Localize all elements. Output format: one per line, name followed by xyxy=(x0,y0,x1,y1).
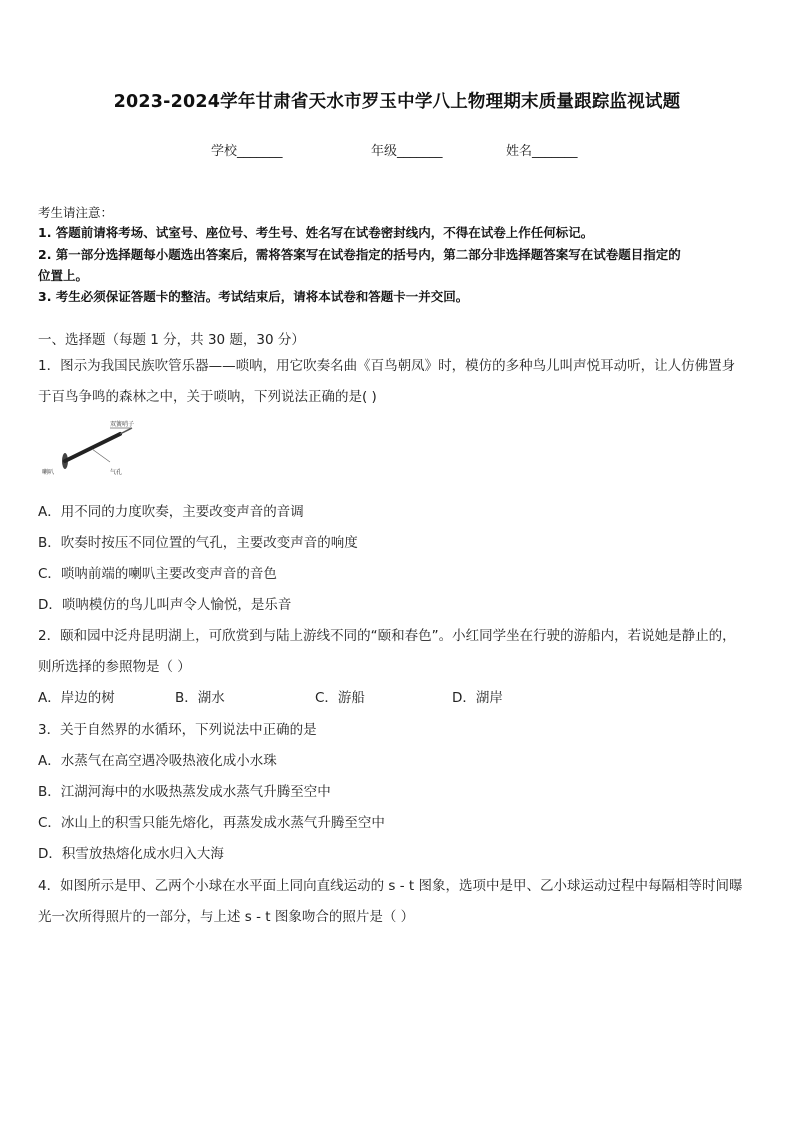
notice-item: 1. 答题前请将考场、试室号、座位号、考生号、姓名写在试卷密封线内，不得在试卷上作任何标记。 xyxy=(38,225,594,240)
suona-body-shape xyxy=(65,434,120,461)
question-2-option-c: C．游船 xyxy=(315,690,365,706)
question-4-stem: 4．如图所示是甲、乙两个小球在水平面上同向直线运动的 s - t 图象，选项中是甲、乙小球运动过程中每隔相等时间曝 xyxy=(38,878,743,894)
question-2-stem: 则所选择的参照物是（ ） xyxy=(38,659,191,675)
question-3-option-c: C．冰山上的积雪只能先熔化，再蒸发成水蒸气升腾至空中 xyxy=(38,815,385,831)
question-3-stem: 3．关于自然界的水循环，下列说法中正确的是 xyxy=(38,722,317,738)
hole-leader-line xyxy=(92,449,110,462)
reed-label: 双簧哨子 xyxy=(110,421,135,428)
question-2-option-d: D．湖岸 xyxy=(452,690,503,706)
name-field: 姓名_______ xyxy=(506,144,578,159)
question-4-stem: 光一次所得照片的一部分，与上述 s - t 图象吻合的照片是（ ） xyxy=(38,909,415,925)
question-3-option-d: D．积雪放热熔化成水归入大海 xyxy=(38,846,224,862)
question-1-option-a: A．用不同的力度吹奏，主要改变声音的音调 xyxy=(38,504,304,520)
question-1-option-c: C．唢呐前端的喇叭主要改变声音的音色 xyxy=(38,566,277,582)
question-1-option-b: B．吹奏时按压不同位置的气孔，主要改变声音的响度 xyxy=(38,535,358,551)
question-1-option-d: D．唢呐模仿的鸟儿叫声令人愉悦，是乐音 xyxy=(38,597,292,613)
suona-figure xyxy=(40,418,152,478)
school-field: 学校_______ xyxy=(211,144,283,159)
question-3-option-a: A．水蒸气在高空遇冷吸热液化成小水珠 xyxy=(38,753,277,769)
notice-item: 位置上。 xyxy=(38,268,89,283)
section-heading: 一、选择题（每题 1 分，共 30 题，30 分） xyxy=(38,332,305,348)
hole-label: 气孔 xyxy=(110,469,123,476)
notice-heading: 考生请注意： xyxy=(38,205,114,220)
bell-label: 喇叭 xyxy=(42,469,55,476)
suona-reed-shape xyxy=(120,428,132,434)
question-2-option-a: A．岸边的树 xyxy=(38,690,115,706)
exam-title: 2023-2024学年甘肃省天水市罗玉中学八上物理期末质量跟踪监视试题 xyxy=(113,92,681,112)
question-1-stem: 于百鸟争鸣的森林之中，关于唢呐，下列说法正确的是( ) xyxy=(38,389,377,405)
question-2-option-b: B．湖水 xyxy=(175,690,225,706)
question-3-option-b: B．江湖河海中的水吸热蒸发成水蒸气升腾至空中 xyxy=(38,784,331,800)
grade-field: 年级_______ xyxy=(371,144,443,159)
question-1-stem: 1．图示为我国民族吹管乐器——唢呐，用它吹奏名曲《百鸟朝凤》时，模仿的多种鸟儿叫声悦耳动听，让人仿佛置身 xyxy=(38,358,736,374)
notice-item: 2. 第一部分选择题每小题选出答案后，需将答案写在试卷指定的括号内，第二部分非选择题答案写在试卷题目指定的 xyxy=(38,247,681,262)
notice-item: 3. 考生必须保证答题卡的整洁。考试结束后，请将本试卷和答题卡一并交回。 xyxy=(38,289,469,304)
question-2-stem: 2．颐和园中泛舟昆明湖上，可欣赏到与陆上游线不同的“颐和春色”。小红同学坐在行驶的游船内，若说她是静止的， xyxy=(38,628,736,644)
